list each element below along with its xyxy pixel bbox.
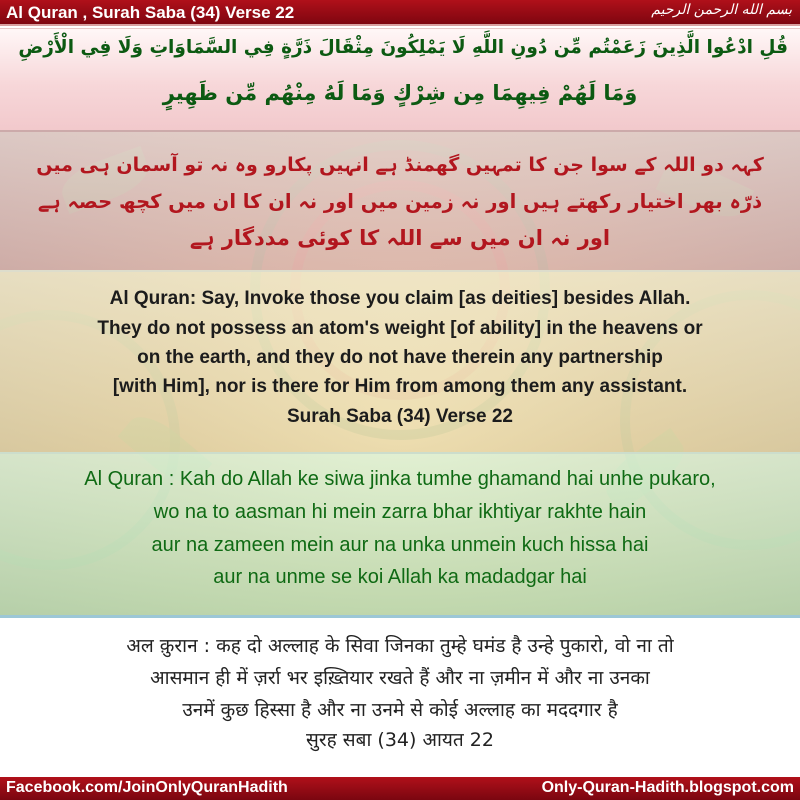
english-line-2: They do not possess an atom's weight [of ability] in the heavens or — [97, 318, 703, 339]
hindi-line-1: अल क़ुरान : कह दो अल्लाह के सिवा जिनका तुम्हे घमंड है उन्हे पुकारो, वो ना तो — [126, 635, 674, 657]
urdu-line-2: ذرّہ بھر اختیار رکھتے ہیں اور نہ زمین میں اور نہ ان کا ان میں کچھ حصہ ہے — [37, 190, 763, 213]
english-line-1: Al Quran: Say, Invoke those you claim [as deities] besides Allah. — [109, 288, 691, 309]
roman-line-2: wo na to aasman hi mein zarra bhar ikhtiyar rakhte hain — [153, 501, 647, 523]
arabic-line-2: وَمَا لَهُمْ فِيهِمَا مِن شِرْكٍ وَمَا لَهُ مِنْهُم مِّن ظَهِيرٍ — [162, 81, 638, 105]
english-translation-panel — [0, 270, 800, 452]
arabic-line-1: قُلِ ادْعُوا الَّذِينَ زَعَمْتُم مِّن دُونِ اللَّهِ لَا يَمْلِكُونَ مِثْقَالَ ذَرَّةٍ فِي السَّمَاوَاتِ وَلَا فِي الْأَرْضِ — [18, 37, 788, 58]
hindi-reference: सुरह सबा (34) आयत 22 — [306, 729, 494, 751]
urdu-line-3: اور نہ ان میں سے اللہ کا کوئی مددگار ہے — [189, 226, 611, 250]
facebook-link[interactable]: Facebook.com/JoinOnlyQuranHadith — [6, 779, 288, 796]
arabic-verse-panel — [0, 28, 800, 130]
roman-urdu-translation-panel — [0, 452, 800, 615]
header-bar — [0, 0, 800, 26]
hindi-translation-panel — [0, 615, 800, 775]
english-line-3: on the earth, and they do not have therein any partnership — [137, 347, 663, 368]
urdu-translation-panel — [0, 130, 800, 270]
blog-link[interactable]: Only-Quran-Hadith.blogspot.com — [541, 779, 794, 796]
hindi-line-2: आसमान ही में ज़र्रा भर इख़्तियार रखते हैं और ना ज़मीन में और ना उनका — [150, 667, 650, 689]
english-line-4: [with Him], nor is there for Him from among them any assistant. — [112, 376, 688, 397]
roman-line-4: aur na unme se koi Allah ka madadgar hai — [213, 566, 587, 588]
english-reference: Surah Saba (34) Verse 22 — [286, 406, 513, 427]
roman-line-1: Al Quran : Kah do Allah ke siwa jinka tumhe ghamand hai unhe pukaro, — [84, 468, 716, 490]
urdu-line-1: کہہ دو اللہ کے سوا جن کا تمہیں گھمنڈ ہے انہیں پکارو وہ نہ تو آسمان ہی میں — [36, 154, 764, 176]
bismillah-calligraphy: بسم الله الرحمن الرحيم — [651, 2, 792, 18]
footer-bar — [0, 777, 800, 800]
roman-line-3: aur na zameen mein aur na unka unmein kuch hissa hai — [151, 534, 649, 556]
header-title: Al Quran , Surah Saba (34) Verse 22 — [6, 3, 295, 22]
hindi-line-3: उनमें कुछ हिस्सा है और ना उनमे से कोई अल्लाह का मददगार है — [182, 699, 618, 721]
